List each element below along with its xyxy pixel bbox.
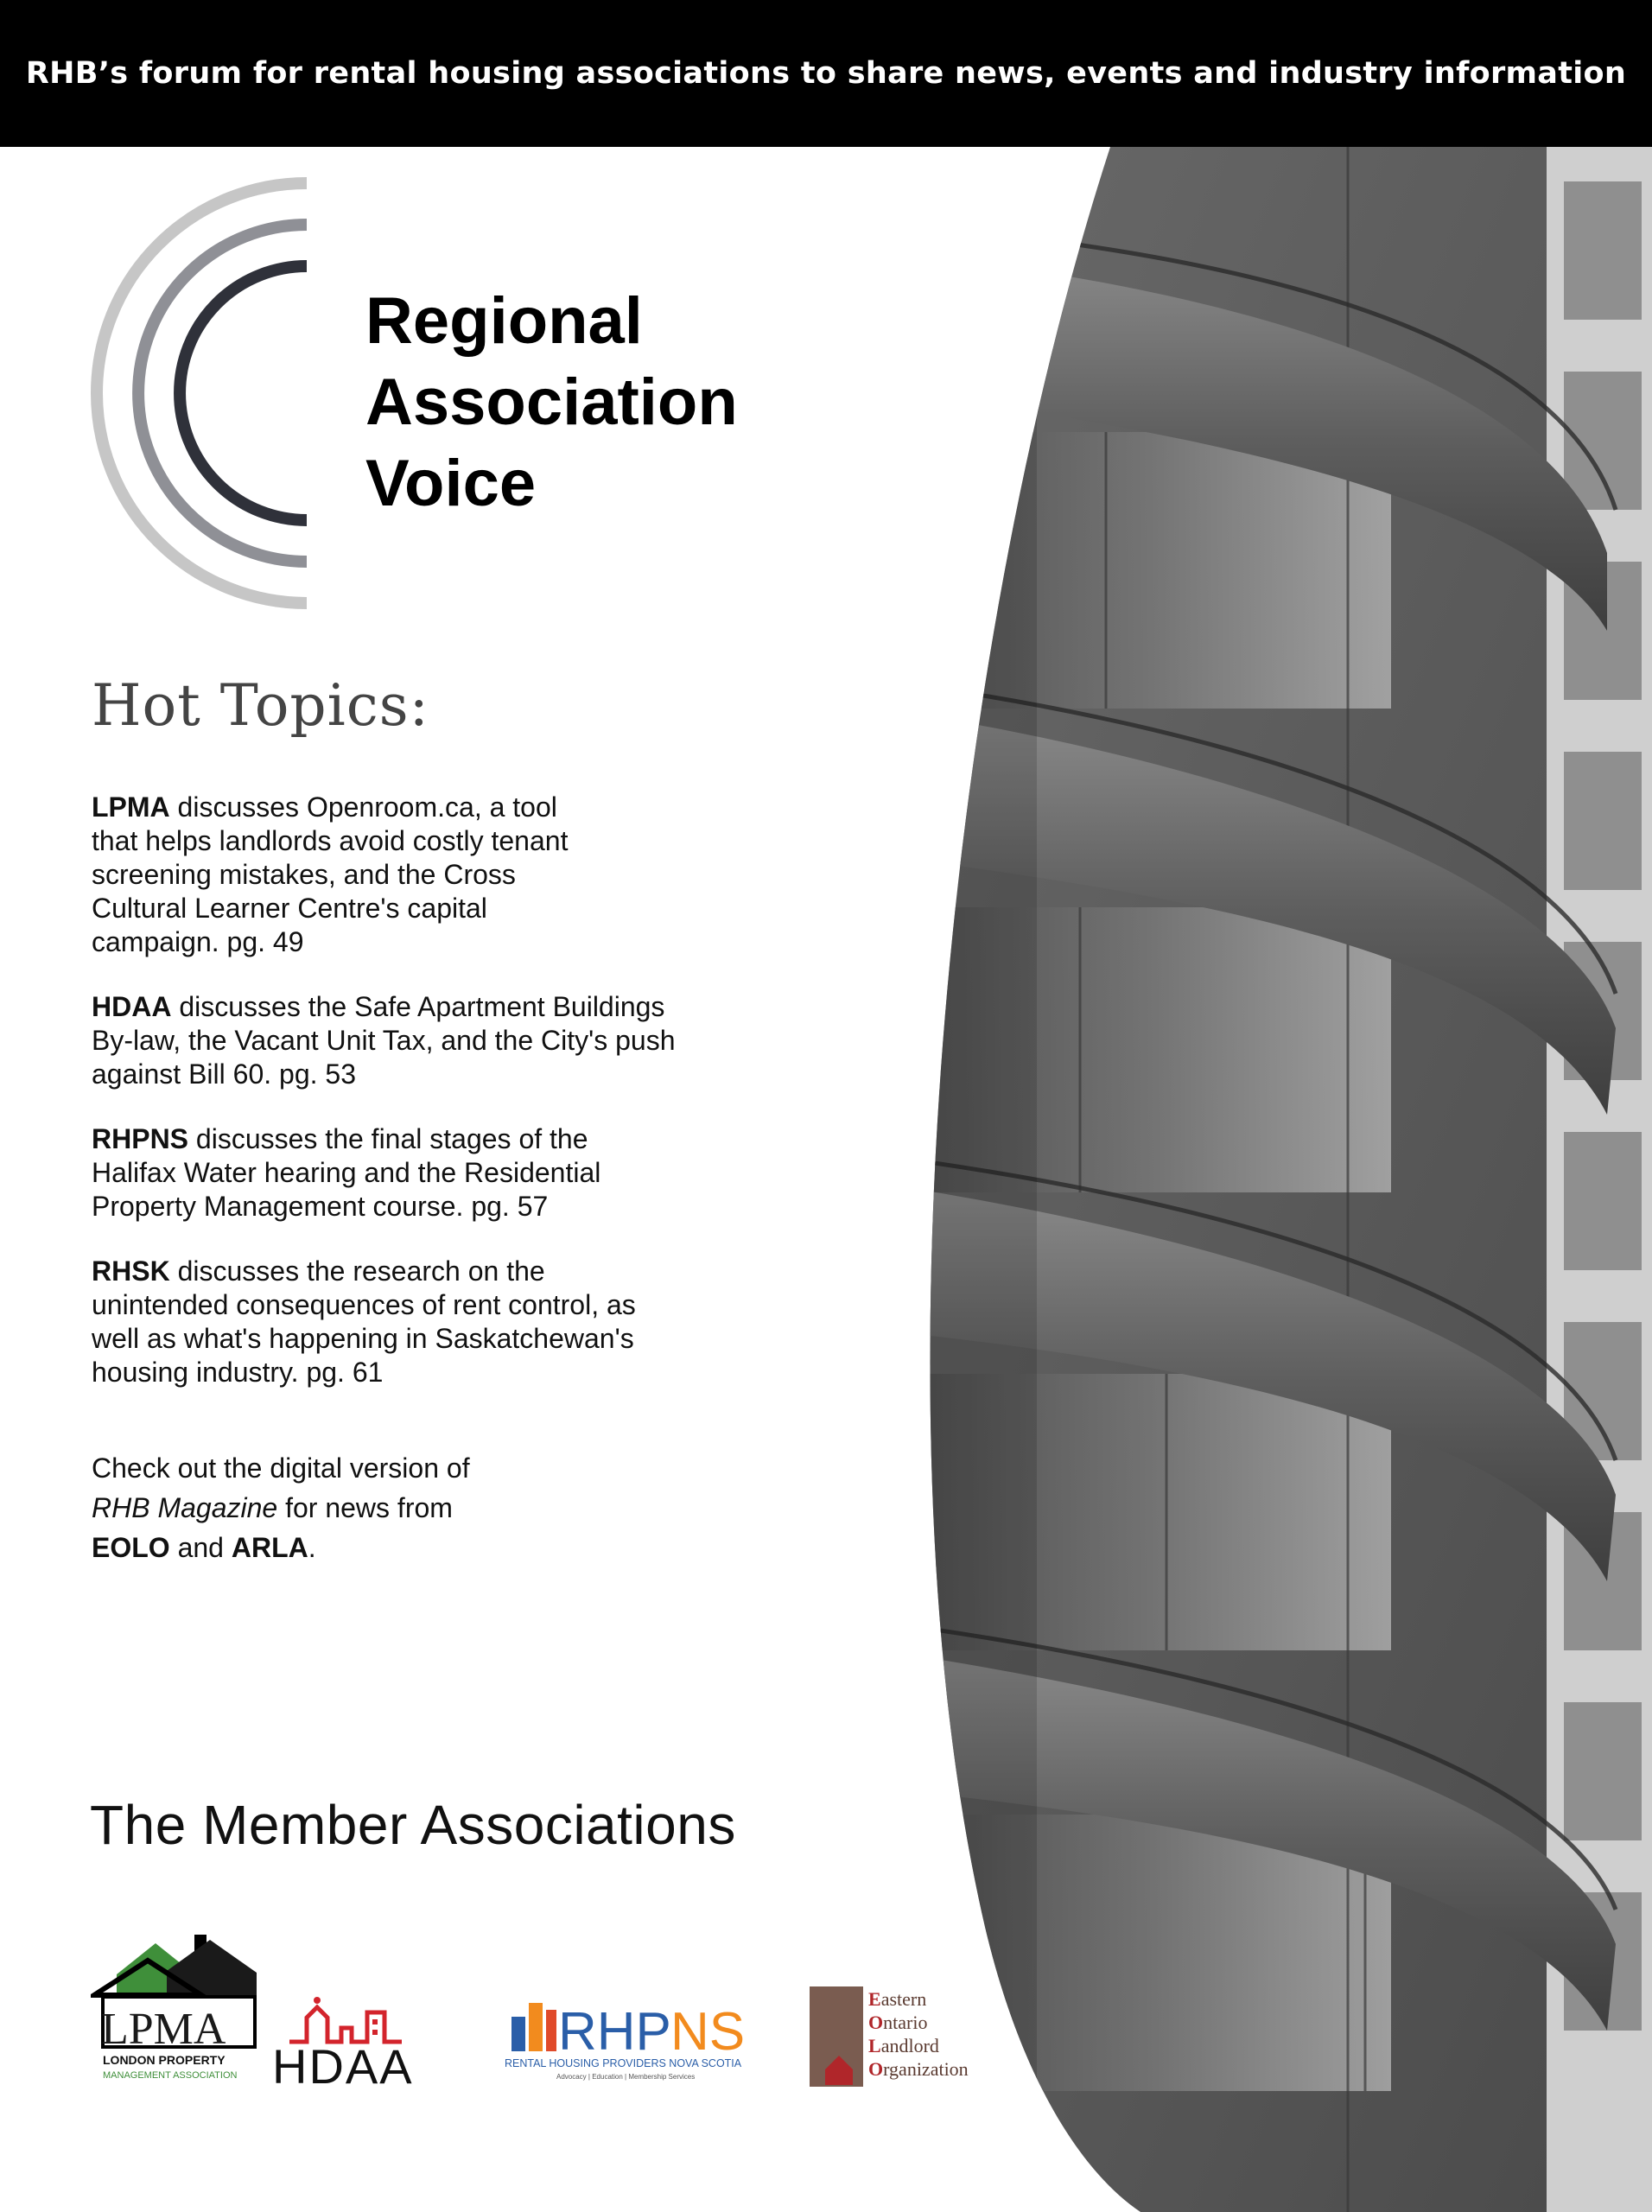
hdaa-window: [372, 2019, 378, 2024]
topic-org: LPMA: [92, 791, 170, 823]
hdaa-logo: [272, 1992, 488, 2091]
rhpns-building: [546, 2010, 556, 2051]
topic-org: RHSK: [92, 1255, 170, 1287]
eolo-initial: E: [868, 1988, 881, 2010]
digital-text: for news from: [277, 1492, 453, 1523]
topic-item-rhsk: [92, 1255, 662, 1389]
lpma-abbr: LPMA: [101, 2005, 226, 2054]
topic-item-hdaa: [92, 990, 688, 1091]
rhpns-abbr-b: NS: [670, 2002, 746, 2062]
magazine-name: RHB Magazine: [92, 1492, 278, 1523]
eolo-initial: O: [868, 2058, 884, 2080]
rhpns-line-1: RENTAL HOUSING PROVIDERS NOVA SCOTIA: [505, 2057, 742, 2069]
rhpns-abbr-a: RHP: [558, 2002, 671, 2062]
eolo-logo: [808, 1983, 1007, 2091]
eolo-word: astern: [880, 1988, 927, 2010]
eolo-line-1: [868, 1988, 926, 2010]
topic-org: HDAA: [92, 991, 172, 1022]
title-line-3: Voice: [365, 447, 537, 520]
lpma-line-1: LONDON PROPERTY: [103, 2053, 226, 2067]
eolo-initial: O: [868, 2012, 884, 2033]
eolo-line-2: [868, 2012, 927, 2033]
digital-end: .: [308, 1532, 316, 1563]
topic-text: discusses the final stages of the Halifax Water hearing and the Residential Property Management course. pg. 57: [92, 1123, 601, 1222]
top-banner: [0, 0, 1652, 147]
topic-item-lpma: [92, 791, 610, 959]
eolo-word: ntario: [883, 2012, 928, 2033]
title-line-1: Regional: [365, 284, 643, 358]
eolo-initial: L: [868, 2035, 881, 2056]
hdaa-dot: [314, 1997, 321, 2004]
digital-line-3: [92, 1528, 470, 1567]
rhpns-building: [511, 2017, 525, 2051]
topic-text: discusses Openroom.ca, a tool that helps landlords avoid costly tenant screening mistakes, and the Cross Cultural Learner Centre's capital campaign. pg. 49: [92, 791, 569, 957]
eolo-word: rganization: [883, 2058, 969, 2080]
topic-text: discusses the Safe Apartment Buildings By-law, the Vacant Unit Tax, and the City's push against Bill 60. pg. 53: [92, 991, 676, 1090]
topic-item-rhpns: [92, 1122, 670, 1224]
rhpns-logo: [501, 1987, 778, 2091]
digital-line-2: [92, 1488, 470, 1528]
hdaa-skyline: [289, 2007, 402, 2042]
hdaa-window: [372, 2030, 378, 2035]
eolo-line-3: [868, 2035, 939, 2056]
member-associations-heading: The Member Associations: [90, 1794, 736, 1856]
rhpns-line-2: Advocacy | Education | Membership Services: [556, 2073, 696, 2081]
digital-version-note: [92, 1448, 470, 1567]
digital-and: and: [169, 1532, 232, 1563]
eolo-line-4: [868, 2058, 969, 2080]
hot-topics-heading: Hot Topics:: [92, 672, 429, 739]
banner-text: RHB’s forum for rental housing associations to share news, events and industry information: [25, 56, 1627, 91]
page-title: [365, 281, 738, 524]
topic-org: RHPNS: [92, 1123, 189, 1154]
lpma-logo: [91, 1931, 262, 2091]
org-eolo: EOLO: [92, 1532, 170, 1563]
hdaa-abbr: HDAA: [272, 2039, 414, 2091]
digital-line-1: Check out the digital version of: [92, 1452, 470, 1484]
ring-graphic: [86, 173, 328, 613]
topic-text: discusses the research on the unintended consequences of rent control, as well as what's happening in Saskatchewan's housing industry. pg. 61: [92, 1255, 636, 1388]
title-line-2: Association: [365, 365, 738, 439]
hot-topics-list: [92, 791, 688, 1421]
lpma-line-2: MANAGEMENT ASSOCIATION: [103, 2070, 238, 2081]
rhpns-building: [529, 2003, 543, 2051]
eolo-word: andlord: [880, 2035, 939, 2056]
org-arla: ARLA: [231, 1532, 308, 1563]
